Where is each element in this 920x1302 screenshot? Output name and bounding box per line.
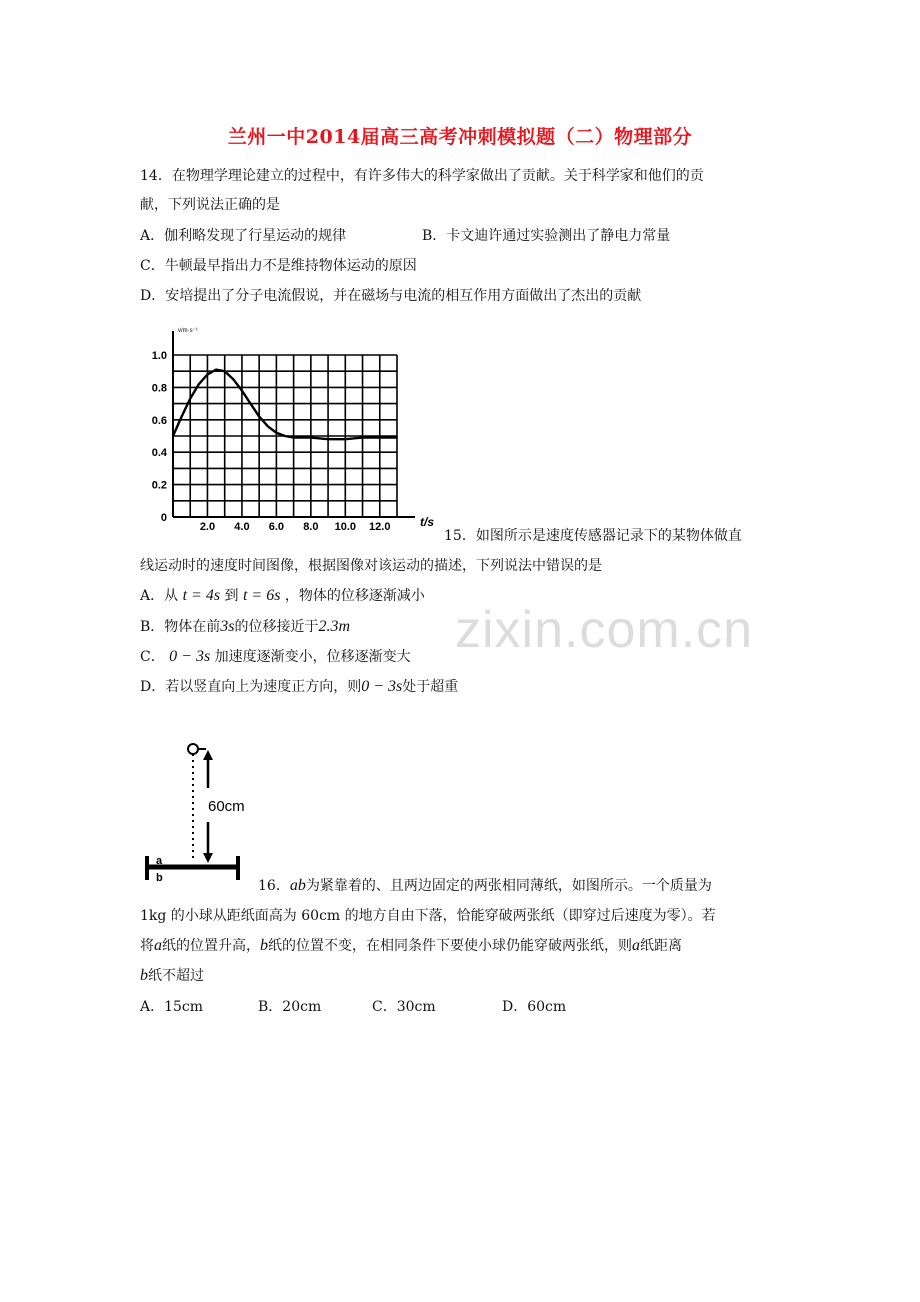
x-tick-label: 12.0 bbox=[369, 521, 391, 533]
q16-option-d: D．60cm bbox=[502, 999, 567, 1015]
q15-option-b bbox=[140, 617, 350, 637]
x-axis-label: t/s bbox=[420, 515, 435, 529]
y-axis-label: v/m·s⁻¹ bbox=[178, 328, 198, 334]
q15-line2: 线运动时的速度时间图像，根据图像对该运动的描述，下列说法中错误的是 bbox=[140, 558, 602, 574]
q16-option-a: A．15cm bbox=[140, 999, 204, 1015]
q16-l3-a: a bbox=[154, 937, 162, 954]
q16-l4-rest: 纸不超过 bbox=[148, 968, 204, 984]
q16-l3-end: 纸距离 bbox=[640, 938, 682, 954]
q14-line2: 献，下列说法正确的是 bbox=[140, 197, 280, 213]
q15-a-prefix: A．从 bbox=[140, 588, 179, 604]
q14-option-d: D．安培提出了分子电流假说，并在磁场与电流的相互作用方面做出了杰出的贡献 bbox=[140, 288, 642, 304]
y-tick-label: 0.2 bbox=[151, 479, 167, 492]
q14-option-b: B．卡文迪许通过实验测出了静电力常量 bbox=[422, 228, 671, 244]
q14-option-c: C．牛顿最早指出力不是维持物体运动的原因 bbox=[140, 258, 417, 274]
q15-c-math1: 0 − 3s bbox=[169, 648, 211, 665]
q15-line1: 15．如图所示是速度传感器记录下的某物体做直 bbox=[444, 528, 742, 544]
x-tick-label: 6.0 bbox=[268, 521, 285, 533]
q16-ab: ab bbox=[289, 877, 306, 894]
q16-line2: 1kg 的小球从距纸面高为 60cm 的地方自由下落，恰能穿破两张纸（即穿过后速度为零）。若 bbox=[140, 908, 716, 924]
q15-d-prefix: D．若以竖直向上为速度正方向，则 bbox=[140, 679, 362, 695]
q16-l4-b: b bbox=[140, 967, 148, 984]
q16-line1 bbox=[258, 876, 712, 896]
q16-l3-pre: 将 bbox=[140, 938, 154, 954]
q16-line4 bbox=[140, 966, 204, 986]
q15-b-mid: 的位移接近于 bbox=[234, 619, 319, 635]
q15-a-suffix: ，物体的位移逐渐减小 bbox=[284, 588, 425, 604]
x-tick-label: 4.0 bbox=[234, 521, 250, 533]
q15-d-suffix: 处于超重 bbox=[402, 679, 459, 695]
paper-a-label: a bbox=[156, 855, 163, 867]
paper-b-label: b bbox=[156, 872, 163, 884]
q16-line3 bbox=[140, 936, 682, 956]
q16-l3-a2: a bbox=[632, 937, 640, 954]
chart-tick-labels bbox=[152, 350, 391, 533]
q16-number: 16． bbox=[258, 878, 290, 894]
q15-a-math1: t = 4s bbox=[182, 587, 221, 604]
q14-line1: 14．在物理学理论建立的过程中，有许多伟大的科学家做出了贡献。关于科学家和他们的贡 bbox=[140, 168, 704, 184]
velocity-time-chart bbox=[140, 320, 440, 535]
x-tick-label: 10.0 bbox=[334, 521, 357, 533]
height-label: 60cm bbox=[208, 798, 245, 815]
y-tick-label: 0.8 bbox=[151, 382, 167, 395]
q15-a-math2: t = 6s bbox=[242, 587, 281, 604]
watermark: zixin.com.cn bbox=[455, 601, 754, 659]
q15-option-c bbox=[140, 647, 411, 667]
q16-l3-b: b bbox=[260, 937, 268, 954]
arrow-head-up-icon bbox=[203, 750, 213, 760]
velocity-curve bbox=[173, 370, 397, 440]
q15-option-d bbox=[140, 677, 458, 697]
y-tick-label: 0.6 bbox=[151, 414, 167, 427]
q14-option-a: A．伽利略发现了行星运动的规律 bbox=[140, 228, 347, 244]
q15-b-math1: 3s bbox=[220, 618, 235, 635]
arrow-head-down-icon bbox=[203, 853, 213, 863]
q16-line1-text: 为紧靠着的、且两边固定的两张相同薄纸，如图所示。一个质量为 bbox=[305, 878, 712, 894]
q16-option-c: C．30cm bbox=[372, 999, 436, 1015]
x-tick-label: 8.0 bbox=[303, 521, 319, 533]
q15-b-prefix: B．物体在前 bbox=[140, 619, 221, 635]
q15-option-a bbox=[140, 586, 425, 606]
falling-ball-diagram bbox=[140, 738, 250, 888]
y-tick-label: 0 bbox=[160, 512, 167, 524]
q15-d-math1: 0 − 3s bbox=[361, 678, 403, 695]
ball-icon bbox=[188, 744, 198, 754]
q15-a-mid: 到 bbox=[224, 588, 239, 604]
page-title: 兰州一中2014届高三高考冲刺模拟题（二）物理部分 bbox=[227, 126, 693, 148]
q15-c-prefix: C． bbox=[140, 649, 165, 665]
y-tick-label: 1.0 bbox=[151, 350, 167, 362]
q15-c-suffix: 加速度逐渐变小，位移逐渐变大 bbox=[214, 649, 411, 665]
q16-l3-mid: 纸的位置升高， bbox=[162, 938, 260, 954]
q16-option-b: B．20cm bbox=[258, 999, 322, 1015]
q16-l3-post: 纸的位置不变，在相同条件下要使小球仍能穿破两张纸，则 bbox=[268, 938, 632, 954]
y-tick-label: 0.4 bbox=[151, 447, 167, 460]
x-tick-label: 2.0 bbox=[199, 521, 216, 533]
q15-b-math2: 2.3m bbox=[318, 618, 351, 635]
